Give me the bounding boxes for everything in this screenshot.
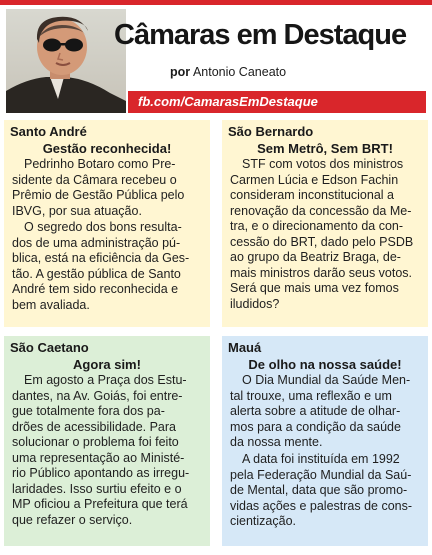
news-box-sao-bernardo xyxy=(222,120,428,327)
text-line: Pedrinho Botaro como Pre- xyxy=(24,157,176,171)
text-line: O Dia Mundial da Saúde Men- xyxy=(242,373,411,387)
text-line: tão. A gestão pública de Santo xyxy=(12,266,181,281)
text-line: iludidos? xyxy=(230,296,280,311)
social-link-bar[interactable] xyxy=(128,91,426,113)
text-line: uma representação ao Ministé- xyxy=(12,450,185,465)
text-line: Prêmio de Gestão Pública pelo xyxy=(12,188,185,202)
text-line: A data foi instituída em 1992 xyxy=(242,452,400,466)
text-line: MP oficiou a Prefeitura que terá xyxy=(12,497,188,511)
city-name: Santo André xyxy=(10,124,87,139)
text-line: gue totalmente fora dos pa- xyxy=(12,404,165,418)
text-line: IBVG, por sua atuação. xyxy=(12,203,142,218)
news-headline: Gestão reconhecida! xyxy=(42,141,172,156)
text-line: tal trouxe, uma reflexão e um xyxy=(230,388,392,403)
byline-author: Antonio Caneato xyxy=(192,65,287,79)
text-line: Será que mais uma vez fomos xyxy=(230,281,399,295)
news-box-santo-andre xyxy=(4,120,210,327)
news-paragraph xyxy=(12,157,204,219)
text-line: mos para a condição da saúde xyxy=(230,419,401,434)
text-line: alerta sobre a atitude de olhar- xyxy=(230,404,401,418)
city-name: São Caetano xyxy=(10,340,89,355)
city-name: São Bernardo xyxy=(228,124,314,139)
news-box-maua xyxy=(222,336,428,546)
text-line: André tem sido reconhecida e xyxy=(12,282,179,296)
author-photo xyxy=(6,9,126,113)
byline xyxy=(170,65,286,79)
text-line: Carmen Lúcia e Edson Fachin xyxy=(230,172,399,187)
city-name: Mauá xyxy=(228,340,262,355)
text-line: dantes, na Av. Goiás, foi entre- xyxy=(12,388,183,403)
text-line: que refazer o serviço. xyxy=(12,512,133,527)
column-header xyxy=(0,5,432,117)
news-box-sao-caetano xyxy=(4,336,210,546)
text-line: rio Público apontando as irregu- xyxy=(12,466,190,480)
text-line: cientização. xyxy=(230,514,297,528)
news-headline: De olho na nossa saúde! xyxy=(248,357,402,372)
text-line: de Mental, data que são promo- xyxy=(230,483,408,497)
text-line: da nossa mente. xyxy=(230,435,323,449)
news-paragraph xyxy=(230,157,422,312)
news-paragraph xyxy=(12,220,204,313)
news-headline: Agora sim! xyxy=(73,357,141,372)
text-line: mais ministros darão seus votos. xyxy=(230,265,413,280)
news-paragraph xyxy=(12,373,204,528)
text-line: laridades. Isso surtiu efeito e o xyxy=(12,481,182,496)
text-line: consideram inconstitucional a xyxy=(230,188,394,202)
news-headline: Sem Metrô, Sem BRT! xyxy=(257,141,393,156)
news-paragraph xyxy=(230,373,422,451)
author-portrait-icon xyxy=(6,9,126,113)
text-line: cessão do BRT, dado pelo PSDB xyxy=(230,234,414,249)
text-line: bem avaliada. xyxy=(12,297,90,312)
text-line: ao grupo da Beatriz Braga, de- xyxy=(230,250,401,264)
text-line: vidas ações e palestras de cons- xyxy=(230,498,413,513)
text-line: solucionar o problema foi feito xyxy=(12,435,179,449)
text-line: tra, e o direcionamento da con- xyxy=(230,219,404,233)
news-paragraph xyxy=(230,452,422,530)
column-title: Câmaras em Destaque xyxy=(114,19,407,51)
byline-prefix: por xyxy=(170,65,191,79)
text-line: dos de uma administração pú- xyxy=(12,235,181,250)
text-line: O segredo dos bons resulta- xyxy=(24,220,182,234)
facebook-link[interactable]: fb.com/CamarasEmDestaque xyxy=(138,94,318,109)
text-line: blica, está na eficiência da Ges- xyxy=(12,251,190,265)
text-line: sidente da Câmara recebeu o xyxy=(12,172,177,187)
text-line: Em agosto a Praça dos Estu- xyxy=(24,373,187,387)
text-line: STF com votos dos ministros xyxy=(242,157,404,171)
text-line: drões de acessibilidade. Para xyxy=(12,419,176,434)
text-line: renovação da concessão da Me- xyxy=(230,203,412,218)
text-line: pela Federação Mundial da Saú- xyxy=(230,467,412,482)
